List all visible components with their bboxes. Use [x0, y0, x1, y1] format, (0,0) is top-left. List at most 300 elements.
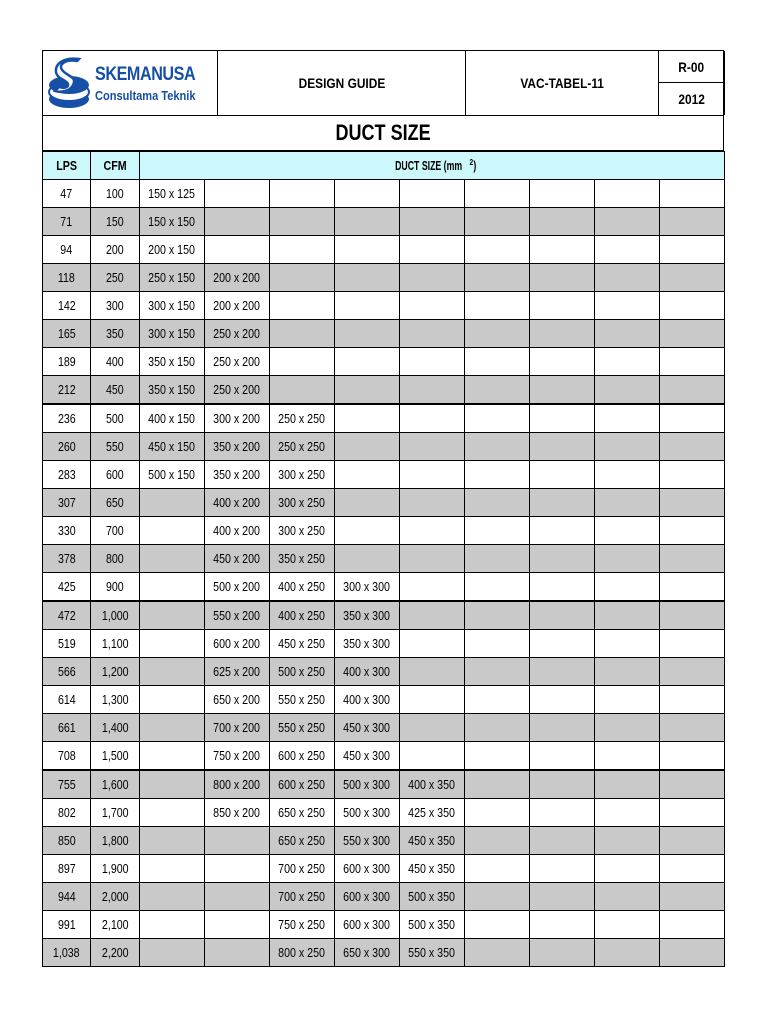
duct-size-cell — [140, 855, 205, 883]
empty-cell — [530, 686, 595, 714]
duct-size-cell — [140, 770, 205, 799]
table-row — [43, 208, 725, 236]
empty-cell — [465, 320, 530, 348]
duct-size-cell: 300 x 200 — [205, 404, 270, 433]
empty-cell — [660, 348, 725, 376]
lps-cell: 897 — [43, 855, 91, 883]
duct-size-cell: 350 x 150 — [140, 376, 205, 405]
lps-cell: 118 — [43, 264, 91, 292]
empty-cell — [530, 939, 595, 967]
lps-cell: 71 — [43, 208, 91, 236]
duct-size-cell: 350 x 200 — [205, 433, 270, 461]
duct-size-cell: 800 x 250 — [270, 939, 335, 967]
empty-cell — [660, 208, 725, 236]
empty-cell — [660, 799, 725, 827]
duct-size-cell: 500 x 350 — [400, 911, 465, 939]
duct-size-cell — [205, 208, 270, 236]
empty-cell — [660, 601, 725, 630]
empty-cell — [465, 264, 530, 292]
duct-size-cell: 350 x 250 — [270, 545, 335, 573]
empty-cell — [595, 461, 660, 489]
cfm-cell: 550 — [91, 433, 140, 461]
duct-size-cell — [205, 883, 270, 911]
lps-cell: 661 — [43, 714, 91, 742]
lps-cell: 991 — [43, 911, 91, 939]
empty-cell — [530, 714, 595, 742]
duct-size-cell: 400 x 250 — [270, 573, 335, 602]
empty-cell — [595, 236, 660, 264]
duct-size-cell: 300 x 250 — [270, 489, 335, 517]
empty-cell — [595, 208, 660, 236]
empty-cell — [465, 827, 530, 855]
duct-size-cell — [140, 489, 205, 517]
empty-cell — [595, 883, 660, 911]
empty-cell — [530, 545, 595, 573]
column-header-row — [43, 152, 725, 180]
table-row — [43, 630, 725, 658]
empty-cell — [530, 292, 595, 320]
duct-size-cell: 300 x 150 — [140, 292, 205, 320]
lps-cell: 260 — [43, 433, 91, 461]
duct-size-cell: 500 x 350 — [400, 883, 465, 911]
duct-size-cell — [400, 517, 465, 545]
duct-size-cell: 250 x 200 — [205, 376, 270, 405]
empty-cell — [530, 320, 595, 348]
empty-cell — [660, 292, 725, 320]
duct-size-cell: 250 x 250 — [270, 404, 335, 433]
table-row — [43, 461, 725, 489]
cfm-cell: 450 — [91, 376, 140, 405]
cfm-cell: 2,200 — [91, 939, 140, 967]
cfm-cell: 400 — [91, 348, 140, 376]
duct-size-cell — [140, 799, 205, 827]
duct-size-cell — [400, 348, 465, 376]
duct-size-cell — [335, 180, 400, 208]
company-logo — [43, 51, 218, 115]
empty-cell — [595, 348, 660, 376]
table-row — [43, 855, 725, 883]
cfm-cell: 1,200 — [91, 658, 140, 686]
empty-cell — [530, 404, 595, 433]
column-header-duct-size: DUCT SIZE (mm $^2$) — [140, 152, 725, 180]
empty-cell — [530, 911, 595, 939]
lps-cell: 566 — [43, 658, 91, 686]
empty-cell — [660, 320, 725, 348]
duct-size-cell: 700 x 250 — [270, 855, 335, 883]
duct-size-cell — [335, 292, 400, 320]
duct-size-cell: 250 x 250 — [270, 433, 335, 461]
duct-size-cell — [335, 545, 400, 573]
duct-size-cell: 350 x 200 — [205, 461, 270, 489]
duct-size-cell: 250 x 200 — [205, 348, 270, 376]
duct-size-cell — [335, 376, 400, 405]
table-row — [43, 517, 725, 545]
duct-size-cell — [140, 601, 205, 630]
duct-size-cell: 750 x 250 — [270, 911, 335, 939]
duct-size-cell — [270, 264, 335, 292]
cfm-cell: 200 — [91, 236, 140, 264]
empty-cell — [530, 742, 595, 771]
empty-cell — [595, 404, 660, 433]
lps-cell: 94 — [43, 236, 91, 264]
empty-cell — [660, 489, 725, 517]
cfm-cell: 1,900 — [91, 855, 140, 883]
empty-cell — [595, 180, 660, 208]
cfm-cell: 300 — [91, 292, 140, 320]
duct-size-cell — [335, 404, 400, 433]
duct-size-cell: 350 x 300 — [335, 630, 400, 658]
empty-cell — [465, 292, 530, 320]
table-row — [43, 742, 725, 771]
duct-size-cell: 450 x 300 — [335, 742, 400, 771]
table-row — [43, 376, 725, 405]
empty-cell — [660, 404, 725, 433]
duct-size-cell — [400, 180, 465, 208]
empty-cell — [660, 883, 725, 911]
table-row — [43, 180, 725, 208]
duct-size-cell — [400, 545, 465, 573]
empty-cell — [595, 489, 660, 517]
empty-cell — [530, 376, 595, 405]
cfm-cell: 1,300 — [91, 686, 140, 714]
duct-size-cell: 600 x 200 — [205, 630, 270, 658]
duct-size-cell — [335, 348, 400, 376]
table-row — [43, 658, 725, 686]
empty-cell — [530, 489, 595, 517]
empty-cell — [660, 911, 725, 939]
empty-cell — [465, 180, 530, 208]
lps-cell: 165 — [43, 320, 91, 348]
empty-cell — [465, 573, 530, 602]
duct-size-cell: 450 x 350 — [400, 855, 465, 883]
empty-cell — [465, 742, 530, 771]
duct-size-cell: 650 x 250 — [270, 827, 335, 855]
empty-cell — [660, 376, 725, 405]
cfm-cell: 900 — [91, 573, 140, 602]
company-name: SKEMANUSA — [95, 63, 196, 85]
empty-cell — [595, 827, 660, 855]
cfm-cell: 1,800 — [91, 827, 140, 855]
company-subtitle: Consultama Teknik — [95, 87, 196, 103]
lps-cell: 802 — [43, 799, 91, 827]
empty-cell — [465, 545, 530, 573]
table-row — [43, 601, 725, 630]
duct-size-cell: 600 x 300 — [335, 911, 400, 939]
cfm-cell: 2,000 — [91, 883, 140, 911]
empty-cell — [465, 489, 530, 517]
empty-cell — [530, 883, 595, 911]
duct-size-cell — [400, 686, 465, 714]
duct-size-cell — [140, 742, 205, 771]
duct-size-cell — [140, 827, 205, 855]
empty-cell — [465, 799, 530, 827]
lps-cell: 330 — [43, 517, 91, 545]
empty-cell — [660, 827, 725, 855]
empty-cell — [465, 208, 530, 236]
cfm-cell: 250 — [91, 264, 140, 292]
table-row — [43, 489, 725, 517]
empty-cell — [595, 292, 660, 320]
lps-cell: 212 — [43, 376, 91, 405]
cfm-cell: 700 — [91, 517, 140, 545]
duct-size-cell — [335, 433, 400, 461]
cfm-cell: 1,700 — [91, 799, 140, 827]
empty-cell — [595, 686, 660, 714]
empty-cell — [595, 855, 660, 883]
duct-size-cell: 600 x 300 — [335, 855, 400, 883]
duct-size-cell — [140, 714, 205, 742]
duct-size-cell — [205, 236, 270, 264]
table-row — [43, 939, 725, 967]
duct-size-cell — [205, 939, 270, 967]
cfm-cell: 1,400 — [91, 714, 140, 742]
empty-cell — [660, 630, 725, 658]
duct-size-cell: 300 x 150 — [140, 320, 205, 348]
table-row — [43, 348, 725, 376]
duct-size-cell: 500 x 150 — [140, 461, 205, 489]
duct-size-cell: 400 x 200 — [205, 517, 270, 545]
empty-cell — [530, 573, 595, 602]
duct-size-cell: 550 x 350 — [400, 939, 465, 967]
empty-cell — [530, 517, 595, 545]
duct-size-cell — [400, 404, 465, 433]
skemanusa-logo-icon — [47, 55, 91, 111]
lps-cell: 142 — [43, 292, 91, 320]
empty-cell — [595, 799, 660, 827]
cfm-cell: 1,500 — [91, 742, 140, 771]
cfm-cell: 800 — [91, 545, 140, 573]
duct-size-cell — [400, 433, 465, 461]
duct-size-cell — [335, 264, 400, 292]
duct-size-cell — [140, 883, 205, 911]
empty-cell — [530, 264, 595, 292]
duct-size-cell: 550 x 200 — [205, 601, 270, 630]
duct-size-table — [42, 151, 725, 967]
empty-cell — [595, 939, 660, 967]
empty-cell — [530, 630, 595, 658]
duct-size-cell: 450 x 350 — [400, 827, 465, 855]
duct-size-cell: 700 x 250 — [270, 883, 335, 911]
year: 2012 — [678, 91, 705, 107]
duct-size-cell — [270, 180, 335, 208]
empty-cell — [465, 433, 530, 461]
duct-size-cell — [205, 827, 270, 855]
empty-cell — [530, 827, 595, 855]
table-row — [43, 433, 725, 461]
duct-size-sheet — [42, 50, 724, 967]
duct-size-cell — [400, 630, 465, 658]
table-row — [43, 404, 725, 433]
lps-cell: 755 — [43, 770, 91, 799]
duct-size-cell — [270, 348, 335, 376]
empty-cell — [595, 376, 660, 405]
duct-size-cell — [140, 517, 205, 545]
table-row — [43, 827, 725, 855]
duct-size-cell — [270, 376, 335, 405]
empty-cell — [660, 180, 725, 208]
doc-code: VAC-TABEL-11 — [520, 75, 604, 91]
cfm-cell: 150 — [91, 208, 140, 236]
empty-cell — [530, 348, 595, 376]
lps-cell: 378 — [43, 545, 91, 573]
empty-cell — [660, 658, 725, 686]
empty-cell — [595, 545, 660, 573]
empty-cell — [530, 180, 595, 208]
duct-size-cell: 600 x 250 — [270, 742, 335, 771]
empty-cell — [465, 461, 530, 489]
revision-cell — [659, 51, 725, 115]
duct-size-cell: 850 x 200 — [205, 799, 270, 827]
duct-size-cell — [205, 911, 270, 939]
empty-cell — [465, 883, 530, 911]
empty-cell — [465, 236, 530, 264]
duct-size-cell: 350 x 300 — [335, 601, 400, 630]
empty-cell — [660, 264, 725, 292]
empty-cell — [660, 517, 725, 545]
empty-cell — [595, 601, 660, 630]
duct-size-cell: 450 x 200 — [205, 545, 270, 573]
empty-cell — [660, 545, 725, 573]
cfm-cell: 500 — [91, 404, 140, 433]
empty-cell — [465, 911, 530, 939]
empty-cell — [530, 236, 595, 264]
empty-cell — [465, 714, 530, 742]
duct-size-cell — [400, 714, 465, 742]
doc-code-cell — [466, 51, 659, 115]
empty-cell — [595, 911, 660, 939]
empty-cell — [660, 742, 725, 771]
duct-size-cell: 200 x 200 — [205, 292, 270, 320]
lps-cell: 307 — [43, 489, 91, 517]
table-row — [43, 573, 725, 602]
duct-size-cell: 300 x 250 — [270, 517, 335, 545]
empty-cell — [530, 799, 595, 827]
empty-cell — [530, 855, 595, 883]
empty-cell — [530, 770, 595, 799]
duct-size-cell — [400, 489, 465, 517]
duct-size-cell: 500 x 300 — [335, 770, 400, 799]
empty-cell — [530, 461, 595, 489]
empty-cell — [660, 770, 725, 799]
duct-size-cell — [140, 686, 205, 714]
empty-cell — [465, 404, 530, 433]
empty-cell — [530, 658, 595, 686]
empty-cell — [465, 770, 530, 799]
document-header — [42, 50, 724, 116]
cfm-cell: 350 — [91, 320, 140, 348]
lps-cell: 236 — [43, 404, 91, 433]
doc-type-cell — [218, 51, 466, 115]
duct-size-cell: 600 x 250 — [270, 770, 335, 799]
table-row — [43, 714, 725, 742]
duct-size-cell — [400, 658, 465, 686]
duct-size-cell: 700 x 200 — [205, 714, 270, 742]
empty-cell — [595, 320, 660, 348]
duct-size-cell: 450 x 300 — [335, 714, 400, 742]
duct-size-cell — [400, 320, 465, 348]
duct-size-cell — [400, 461, 465, 489]
empty-cell — [660, 461, 725, 489]
duct-size-cell: 400 x 250 — [270, 601, 335, 630]
duct-size-cell: 400 x 350 — [400, 770, 465, 799]
duct-size-cell — [400, 742, 465, 771]
duct-size-cell — [400, 292, 465, 320]
empty-cell — [465, 376, 530, 405]
empty-cell — [660, 939, 725, 967]
table-row — [43, 320, 725, 348]
duct-size-cell: 400 x 300 — [335, 686, 400, 714]
table-row — [43, 911, 725, 939]
column-header-cfm: CFM — [91, 152, 140, 180]
duct-size-cell: 550 x 300 — [335, 827, 400, 855]
duct-size-cell: 600 x 300 — [335, 883, 400, 911]
duct-size-cell — [205, 180, 270, 208]
duct-size-cell: 500 x 300 — [335, 799, 400, 827]
duct-size-cell — [140, 939, 205, 967]
empty-cell — [465, 658, 530, 686]
lps-cell: 47 — [43, 180, 91, 208]
duct-size-cell: 625 x 200 — [205, 658, 270, 686]
duct-size-cell — [400, 208, 465, 236]
empty-cell — [530, 433, 595, 461]
cfm-cell: 1,000 — [91, 601, 140, 630]
lps-cell: 189 — [43, 348, 91, 376]
empty-cell — [465, 517, 530, 545]
empty-cell — [465, 855, 530, 883]
table-row — [43, 883, 725, 911]
empty-cell — [660, 236, 725, 264]
table-row — [43, 264, 725, 292]
empty-cell — [595, 433, 660, 461]
duct-size-cell: 250 x 150 — [140, 264, 205, 292]
duct-size-cell: 550 x 250 — [270, 714, 335, 742]
table-row — [43, 236, 725, 264]
duct-size-cell — [335, 320, 400, 348]
cfm-cell: 2,100 — [91, 911, 140, 939]
empty-cell — [660, 855, 725, 883]
duct-size-cell — [140, 911, 205, 939]
empty-cell — [660, 433, 725, 461]
duct-size-cell — [335, 236, 400, 264]
duct-size-cell: 150 x 150 — [140, 208, 205, 236]
duct-size-cell — [335, 208, 400, 236]
duct-size-cell — [335, 461, 400, 489]
cfm-cell: 100 — [91, 180, 140, 208]
duct-size-cell: 650 x 250 — [270, 799, 335, 827]
duct-size-cell: 450 x 150 — [140, 433, 205, 461]
empty-cell — [595, 770, 660, 799]
empty-cell — [595, 714, 660, 742]
empty-cell — [465, 601, 530, 630]
empty-cell — [660, 714, 725, 742]
duct-size-cell: 550 x 250 — [270, 686, 335, 714]
empty-cell — [660, 573, 725, 602]
duct-size-cell: 350 x 150 — [140, 348, 205, 376]
duct-size-cell: 650 x 300 — [335, 939, 400, 967]
empty-cell — [465, 348, 530, 376]
duct-size-cell: 300 x 250 — [270, 461, 335, 489]
table-row — [43, 545, 725, 573]
duct-size-cell — [140, 573, 205, 602]
duct-size-cell — [335, 517, 400, 545]
column-header-lps: LPS — [43, 152, 91, 180]
duct-size-cell — [400, 264, 465, 292]
duct-size-cell — [140, 658, 205, 686]
lps-cell: 425 — [43, 573, 91, 602]
duct-size-cell — [400, 601, 465, 630]
duct-size-cell — [270, 292, 335, 320]
page-title-text: DUCT SIZE — [335, 120, 431, 145]
